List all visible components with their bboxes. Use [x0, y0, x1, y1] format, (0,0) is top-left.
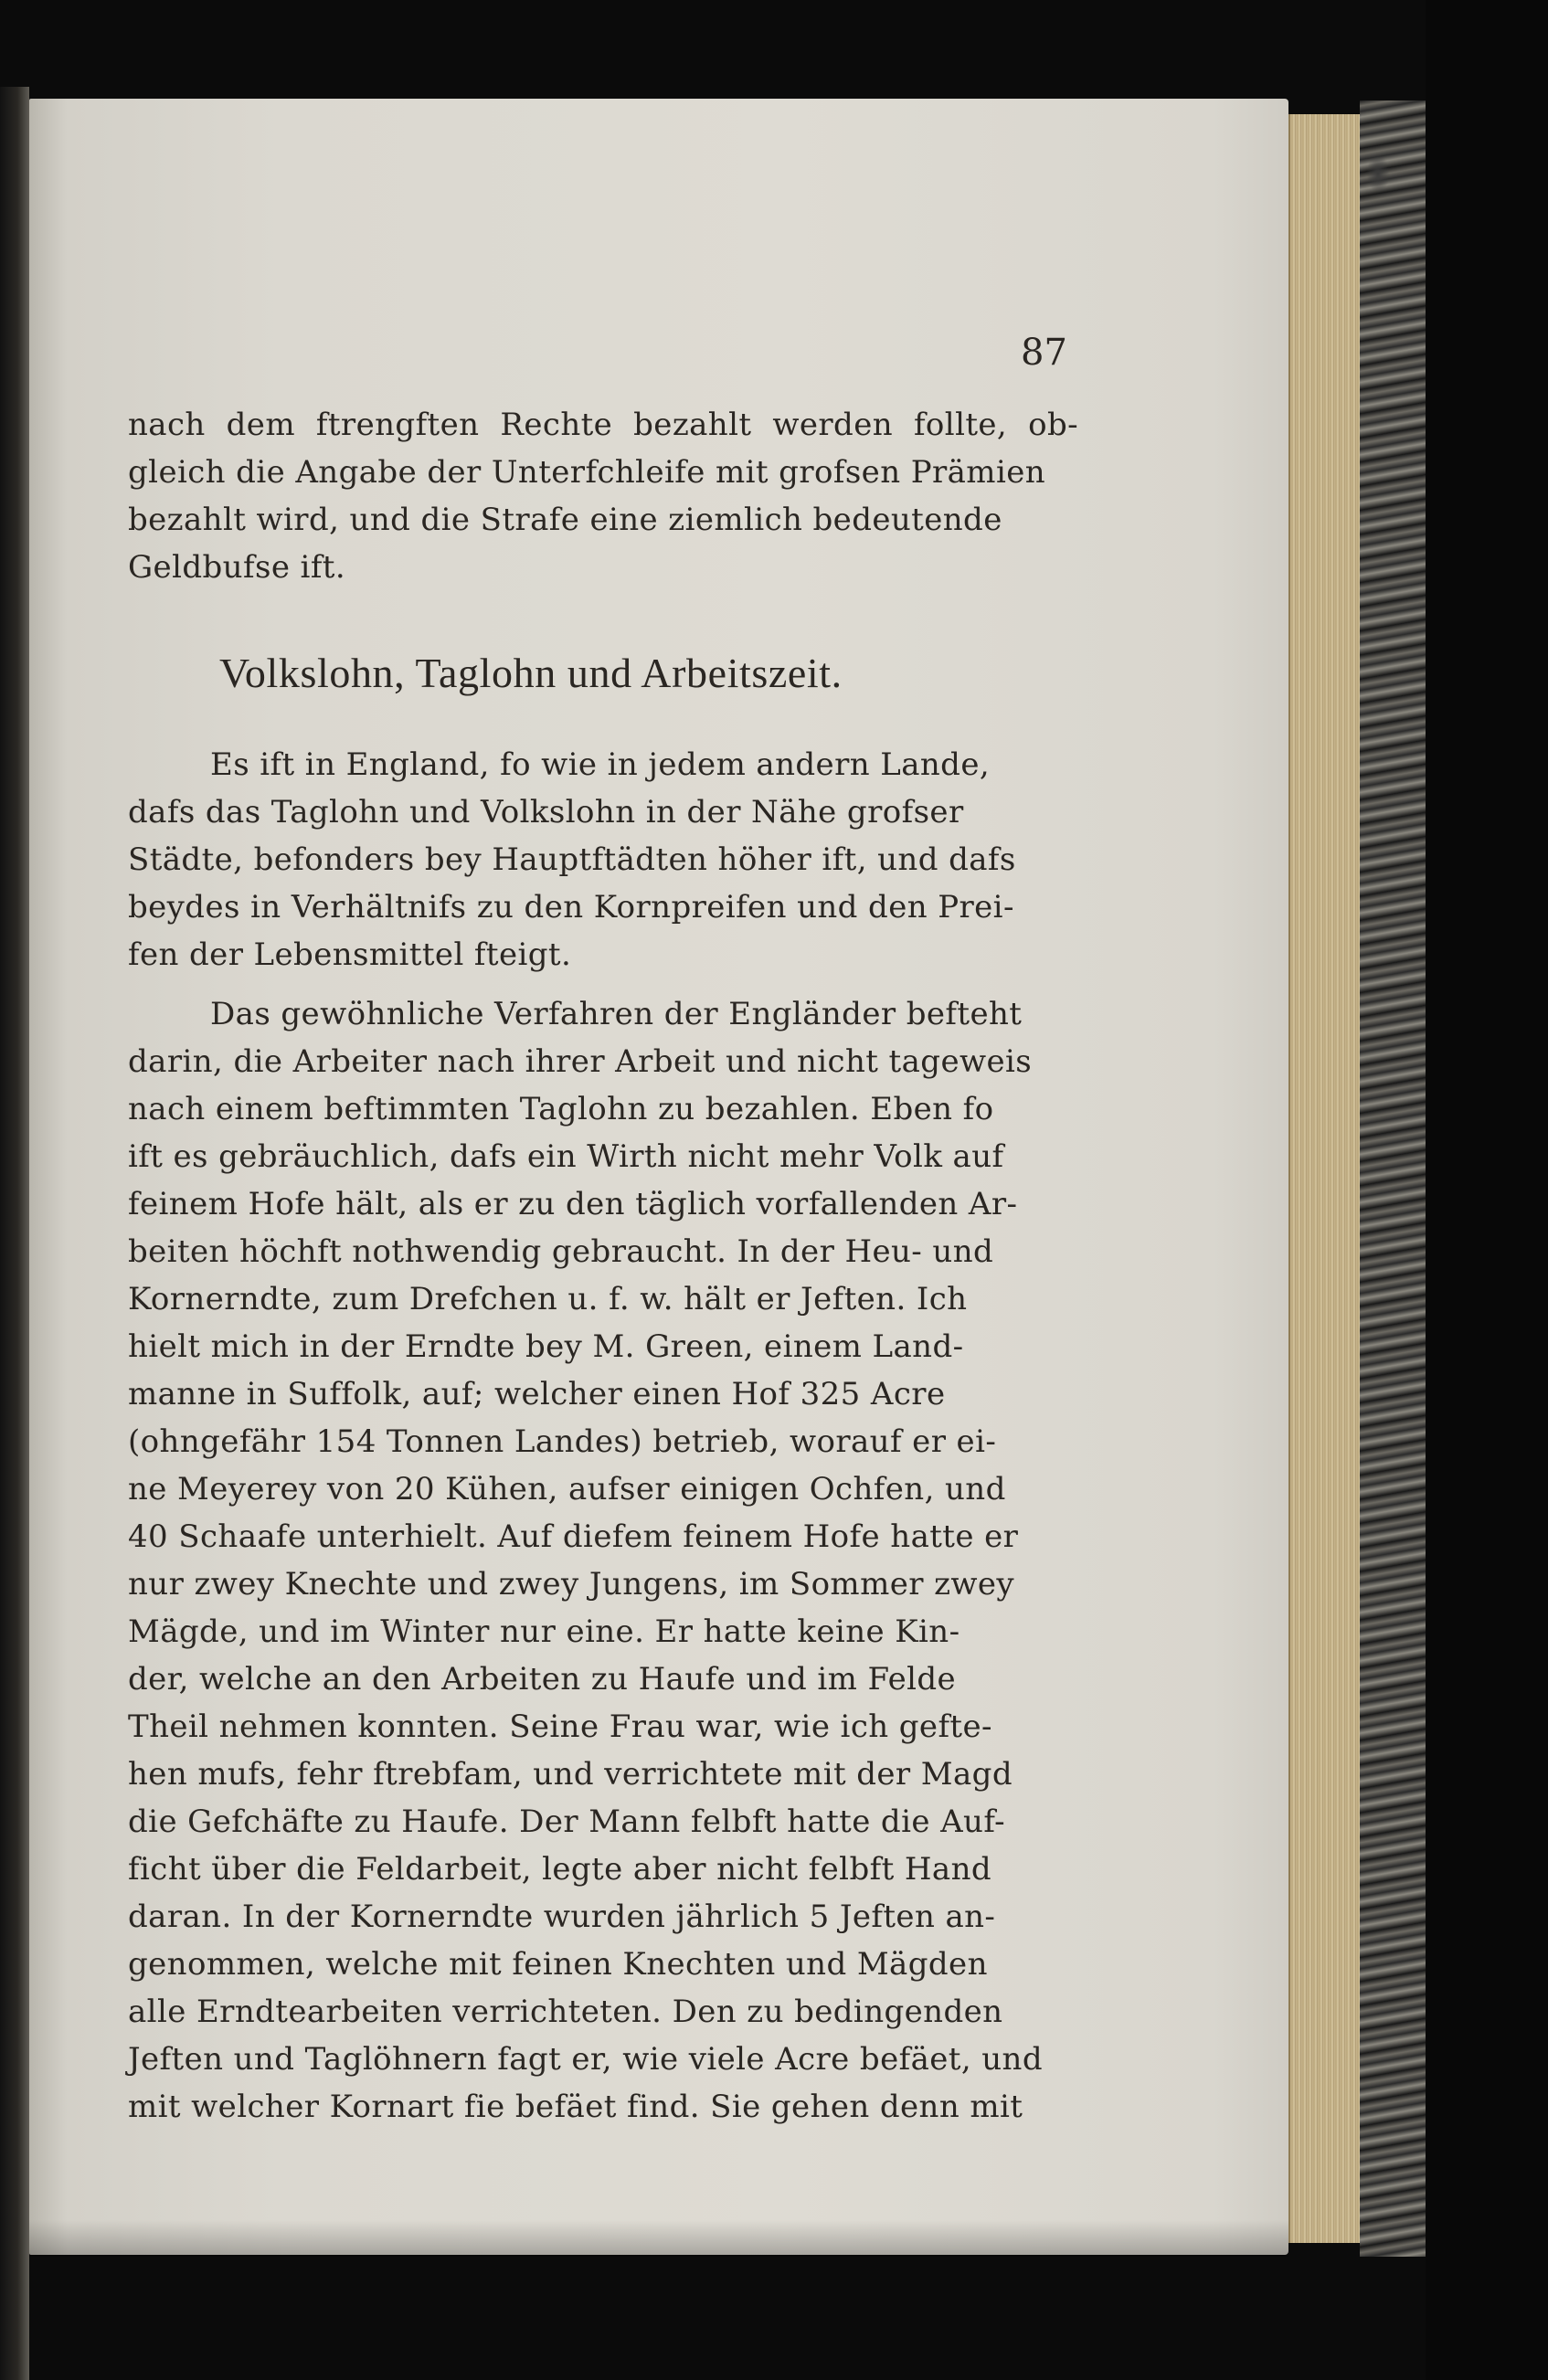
text-line-p1-4: beydes in Verhältnifs zu den Kornpreifen und den Prei-	[128, 889, 1014, 926]
text-line-top-4: Geldbufse ift.	[128, 549, 346, 586]
text-line-p2-10: (ohngefähr 154 Tonnen Landes) betrieb, worauf er ei-	[128, 1423, 997, 1460]
text-line-p1-2: dafs das Taglohn und Volkslohn in der Nähe grofser	[128, 794, 964, 830]
text-line-p2-24: mit welcher Kornart fie befäet find. Sie gehen denn mit	[128, 2089, 1023, 2125]
text-line-p2-3: nach einem beftimmten Taglohn zu bezahlen. Eben fo	[128, 1091, 994, 1127]
marbled-cover-edge	[1360, 100, 1426, 2257]
text-line-top-2: gleich die Angabe der Unterfchleife mit grofsen Prämien	[128, 454, 1046, 491]
text-line-top-1: nach dem ftrengften Rechte bezahlt werden follte, ob-	[128, 407, 1078, 443]
left-binding-edge	[0, 87, 29, 2380]
text-line-p2-6: beiten höchft nothwendig gebraucht. In der Heu- und	[128, 1233, 994, 1270]
text-line-p2-5: feinem Hofe hält, als er zu den täglich vorfallenden Ar-	[128, 1186, 1018, 1222]
text-line-p2-17: hen mufs, fehr ftrebfam, und verrichtete mit der Magd	[128, 1756, 1013, 1793]
text-line-top-3: bezahlt wird, und die Strafe eine ziemlich bedeutende	[128, 502, 1002, 538]
text-line-p2-16: Theil nehmen konnten. Seine Frau war, wie ich gefte-	[128, 1708, 992, 1745]
section-heading: Volkslohn, Taglohn und Arbeitszeit.	[219, 650, 843, 696]
book-page	[29, 99, 1288, 2255]
dark-background	[1426, 0, 1548, 2380]
text-line-p2-23: Jeften und Taglöhnern fagt er, wie viele Acre befäet, und	[128, 2041, 1044, 2078]
page-fore-edge	[1288, 114, 1362, 2243]
page-number: 87	[1021, 332, 1067, 374]
text-line-p1-1: Es ift in England, fo wie in jedem andern Lande,	[210, 746, 991, 783]
text-line-p1-3: Städte, befonders bey Hauptftädten höher ift, und dafs	[128, 841, 1016, 878]
text-line-p2-1: Das gewöhnliche Verfahren der Engländer befteht	[210, 996, 1023, 1032]
text-line-p2-2: darin, die Arbeiter nach ihrer Arbeit und nicht tageweis	[128, 1043, 1033, 1080]
text-line-p2-7: Kornerndte, zum Drefchen u. f. w. hält er Jeften. Ich	[128, 1281, 968, 1317]
text-line-p2-18: die Gefchäfte zu Haufe. Der Mann felbft hatte die Auf-	[128, 1804, 1006, 1840]
text-line-p2-9: manne in Suffolk, auf; welcher einen Hof 325 Acre	[128, 1376, 946, 1412]
text-line-p2-15: der, welche an den Arbeiten zu Haufe und im Felde	[128, 1661, 957, 1698]
text-line-p2-13: nur zwey Knechte und zwey Jungens, im Sommer zwey	[128, 1566, 1015, 1603]
text-line-p2-12: 40 Schaafe unterhielt. Auf diefem feinem Hofe hatte er	[128, 1518, 1019, 1555]
text-line-p2-20: daran. In der Kornerndte wurden jährlich 5 Jeften an-	[128, 1899, 996, 1935]
text-line-p2-11: ne Meyerey von 20 Kühen, aufser einigen Ochfen, und	[128, 1471, 1006, 1507]
text-line-p1-5: fen der Lebensmittel fteigt.	[128, 936, 572, 973]
text-line-p2-22: alle Erndtearbeiten verrichteten. Den zu bedingenden	[128, 1994, 1003, 2030]
text-line-p2-8: hielt mich in der Erndte bey M. Green, einem Land-	[128, 1328, 964, 1365]
page-bottom-shadow	[29, 2220, 1288, 2257]
text-line-p2-19: ficht über die Feldarbeit, legte aber nicht felbft Hand	[128, 1851, 992, 1888]
text-line-p2-14: Mägde, und im Winter nur eine. Er hatte keine Kin-	[128, 1613, 960, 1650]
text-line-p2-4: ift es gebräuchlich, dafs ein Wirth nicht mehr Volk auf	[128, 1138, 1004, 1175]
text-line-p2-21: genommen, welche mit feinen Knechten und Mägden	[128, 1946, 988, 1983]
